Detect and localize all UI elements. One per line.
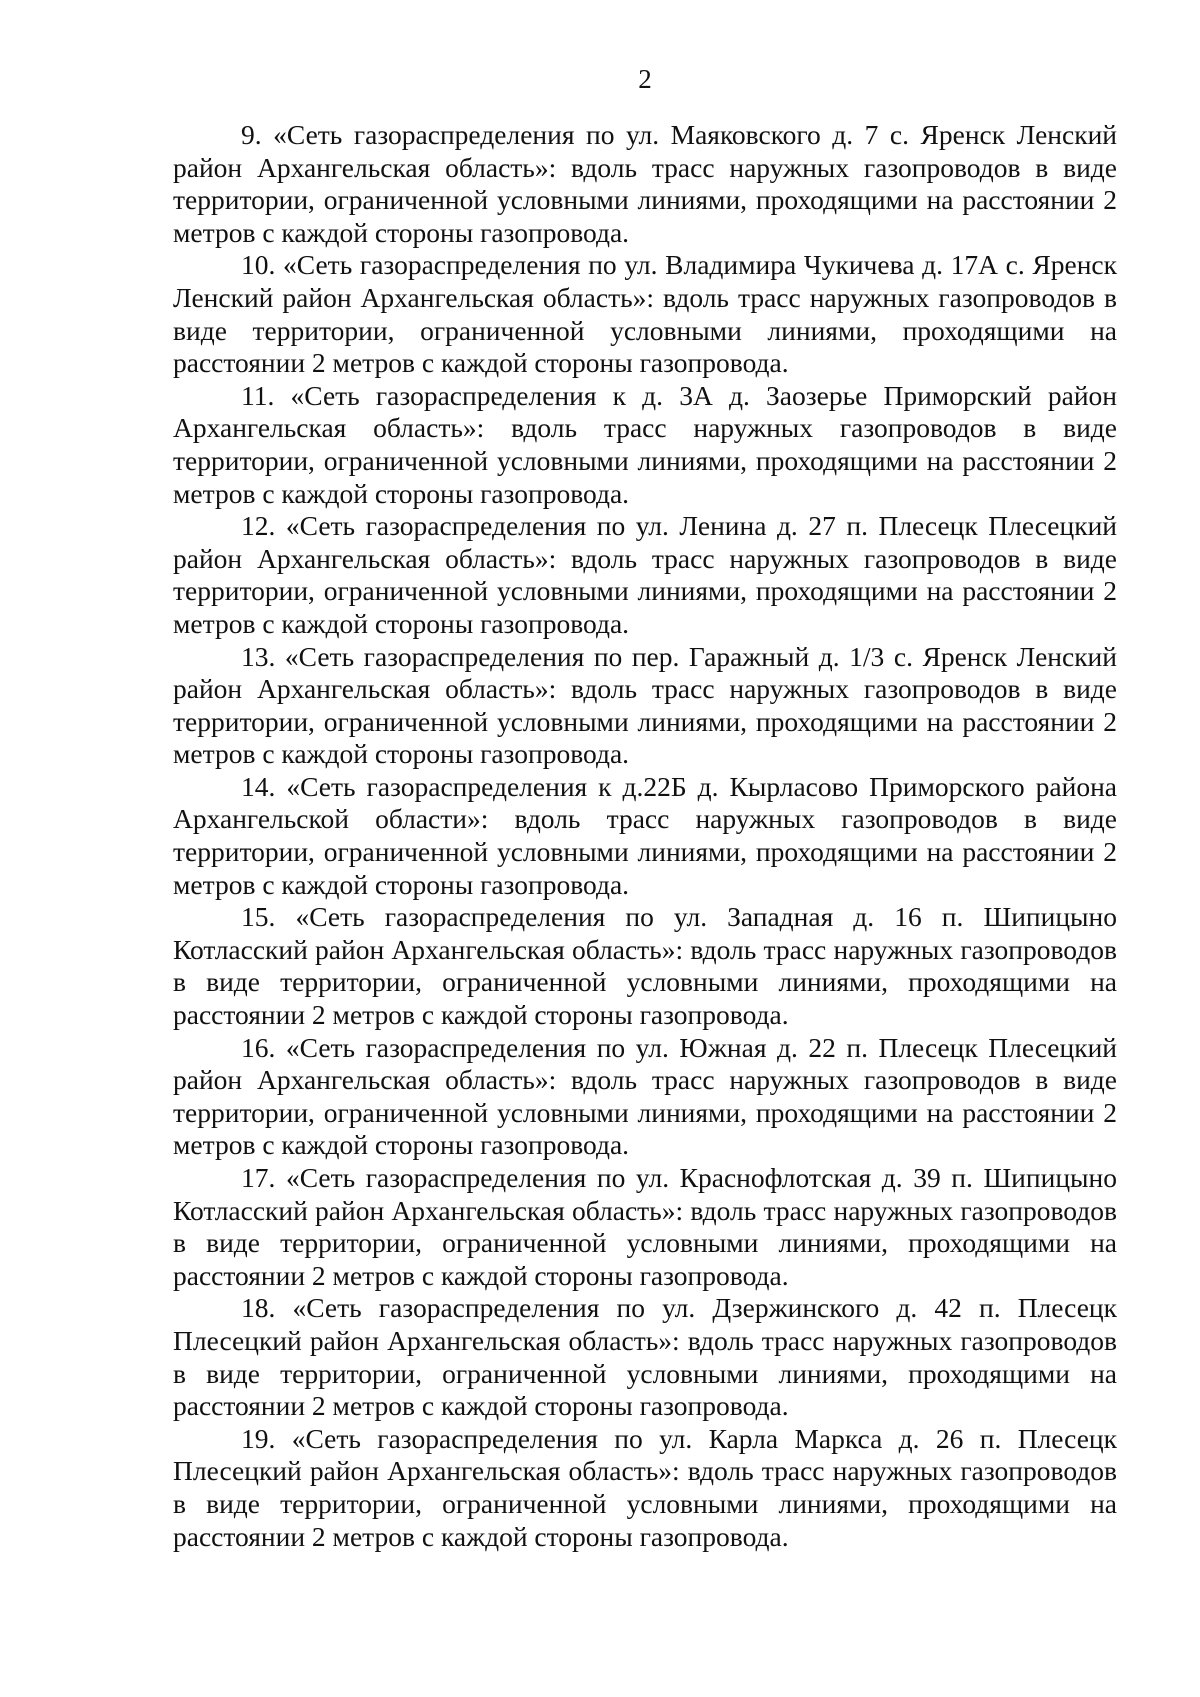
item-text: «Сеть газораспределения по ул. Краснофлотская д. 39 п. Шипицыно Котласский район Архангельская область»: вдоль трасс наружных газопроводов в виде территории, ограниченной условными линиями, проходящими на расстоянии 2 метров с каждой стороны газопровода. [173,1162,1117,1291]
item-number: 12. [241,510,276,542]
item-text: «Сеть газораспределения по ул. Дзержинского д. 42 п. Плесецк Плесецкий район Архангельская область»: вдоль трасс наружных газопроводов в виде территории, ограниченной условными линиями, проходящими на расстоянии 2 метров с каждой стороны газопровода. [173,1292,1117,1422]
item-number: 9. [241,119,262,150]
item-number: 11. [241,379,275,411]
item-text: «Сеть газораспределения к д. 3А д. Заозерье Приморский район Архангельская область»: вдоль трасс наружных газопроводов в виде территории, ограниченной условными линиями, проходящими на расстоянии 2 метров с каждой стороны газопровода. [173,379,1118,509]
item-text: «Сеть газораспределения по ул. Западная д. 16 п. Шипицыно Котласский район Архангельская область»: вдоль трасс наружных газопроводов в виде территории, ограниченной условными линиями, проходящими на расстоянии 2 метров с каждой стороны газопровода. [173,901,1118,1031]
item-text: «Сеть газораспределения по ул. Маяковского д. 7 с. Яренск Ленский район Архангельская область»: вдоль трасс наружных газопроводов в виде территории, ограниченной условными линиями, проходящими на расстоянии 2 метров с каждой стороны газопровода. [173,119,1118,248]
item-text: «Сеть газораспределения по ул. Владимира Чукичева д. 17А с. Яренск Ленский район Архангельская область»: вдоль трасс наружных газопроводов в виде территории, ограниченной условными линиями, проходящими на расстоянии 2 метров с каждой стороны газопровода. [173,249,1117,379]
list-item [173,1423,1117,1553]
item-text: «Сеть газораспределения по ул. Карла Маркса д. 26 п. Плесецк Плесецкий район Архангельская область»: вдоль трасс наружных газопроводов в виде территории, ограниченной условными линиями, проходящими на расстоянии 2 метров с каждой стороны газопровода. [173,1422,1118,1552]
document-body [173,119,1117,1553]
item-number: 17. [241,1162,276,1193]
item-text: «Сеть газораспределения по пер. Гаражный д. 1/3 с. Яренск Ленский район Архангельская область»: вдоль трасс наружных газопроводов в виде территории, ограниченной условными линиями, проходящими на расстоянии 2 метров с каждой стороны газопровода. [173,640,1117,770]
list-item [173,1032,1117,1162]
item-number: 19. [241,1422,276,1454]
item-number: 10. [241,249,276,281]
list-item [173,1162,1117,1292]
item-number: 14. [241,770,276,802]
item-number: 13. [241,640,276,672]
list-item [173,249,1117,379]
list-item [173,1292,1117,1422]
item-number: 16. [241,1031,276,1063]
list-item [173,119,1117,249]
item-text: «Сеть газораспределения по ул. Южная д. 22 п. Плесецк Плесецкий район Архангельская область»: вдоль трасс наружных газопроводов в виде территории, ограниченной условными линиями, проходящими на расстоянии 2 метров с каждой стороны газопровода. [173,1031,1117,1161]
item-text: «Сеть газораспределения к д.22Б д. Кырласово Приморского района Архангельской области»: вдоль трасс наружных газопроводов в виде территории, ограниченной условными линиями, проходящими на расстоянии 2 метров с каждой стороны газопровода. [173,770,1118,900]
list-item [173,510,1117,640]
item-number: 15. [241,901,276,933]
list-item [173,641,1117,771]
list-item [173,901,1117,1031]
page-number: 2 [638,64,652,94]
list-item [173,771,1117,901]
item-text: «Сеть газораспределения по ул. Ленина д. 27 п. Плесецк Плесецкий район Архангельская область»: вдоль трасс наружных газопроводов в виде территории, ограниченной условными линиями, проходящими на расстоянии 2 метров с каждой стороны газопровода. [173,510,1118,639]
list-item [173,380,1117,510]
item-number: 18. [241,1292,276,1324]
